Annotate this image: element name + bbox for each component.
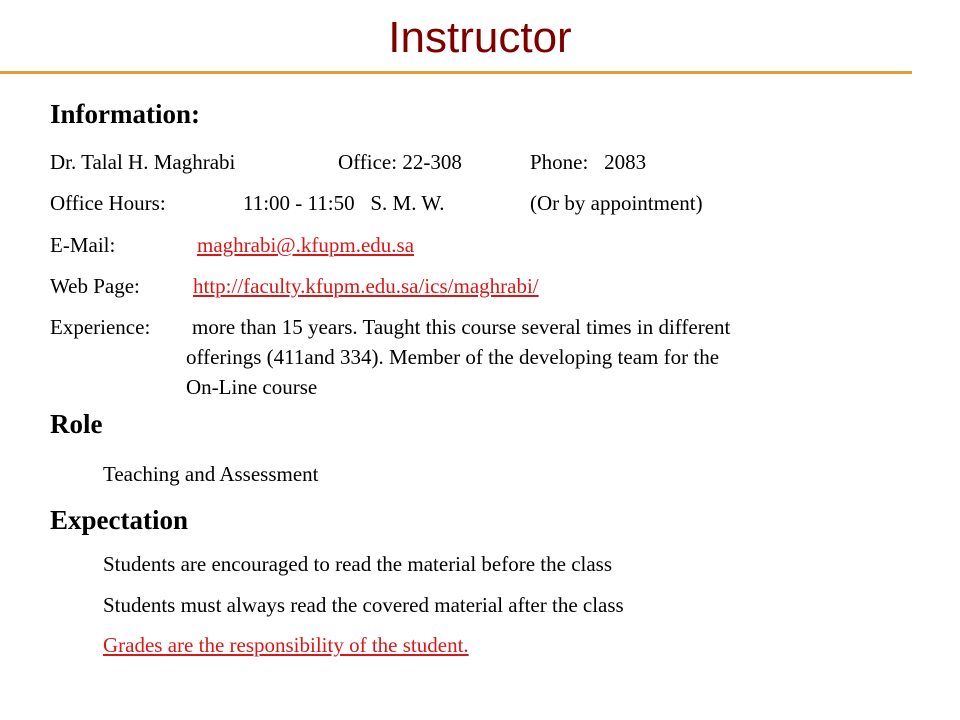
experience-line: On-Line course xyxy=(186,375,318,399)
email-link[interactable]: maghrabi@.kfupm.edu.sa xyxy=(197,233,415,257)
experience-label: Experience: xyxy=(50,315,151,339)
office-number: Office: 22-308 xyxy=(338,150,462,174)
title-divider xyxy=(0,71,912,74)
phone-number: Phone: 2083 xyxy=(530,150,647,174)
grades-responsibility-link[interactable]: Grades are the responsibility of the student. xyxy=(103,633,469,657)
information-heading: Information: xyxy=(50,99,200,129)
expectation-item: Students must always read the covered material after the class xyxy=(103,593,624,617)
page-title: Instructor xyxy=(388,13,572,62)
email-label: E-Mail: xyxy=(50,233,116,257)
office-hours-note: (Or by appointment) xyxy=(530,191,703,215)
expectation-heading: Expectation xyxy=(50,505,188,535)
experience-line: more than 15 years. Taught this course several times in different xyxy=(192,315,731,339)
web-page-link[interactable]: http://faculty.kfupm.edu.sa/ics/maghrabi/ xyxy=(193,274,539,298)
office-hours-value: 11:00 - 11:50 S. M. W. xyxy=(243,191,445,215)
role-text: Teaching and Assessment xyxy=(103,462,319,486)
expectation-item: Students are encouraged to read the material before the class xyxy=(103,552,613,576)
instructor-name: Dr. Talal H. Maghrabi xyxy=(50,150,236,174)
experience-line: offerings (411and 334). Member of the developing team for the xyxy=(186,345,720,369)
web-page-label: Web Page: xyxy=(50,274,140,298)
role-heading: Role xyxy=(50,409,103,439)
office-hours-label: Office Hours: xyxy=(50,191,166,215)
